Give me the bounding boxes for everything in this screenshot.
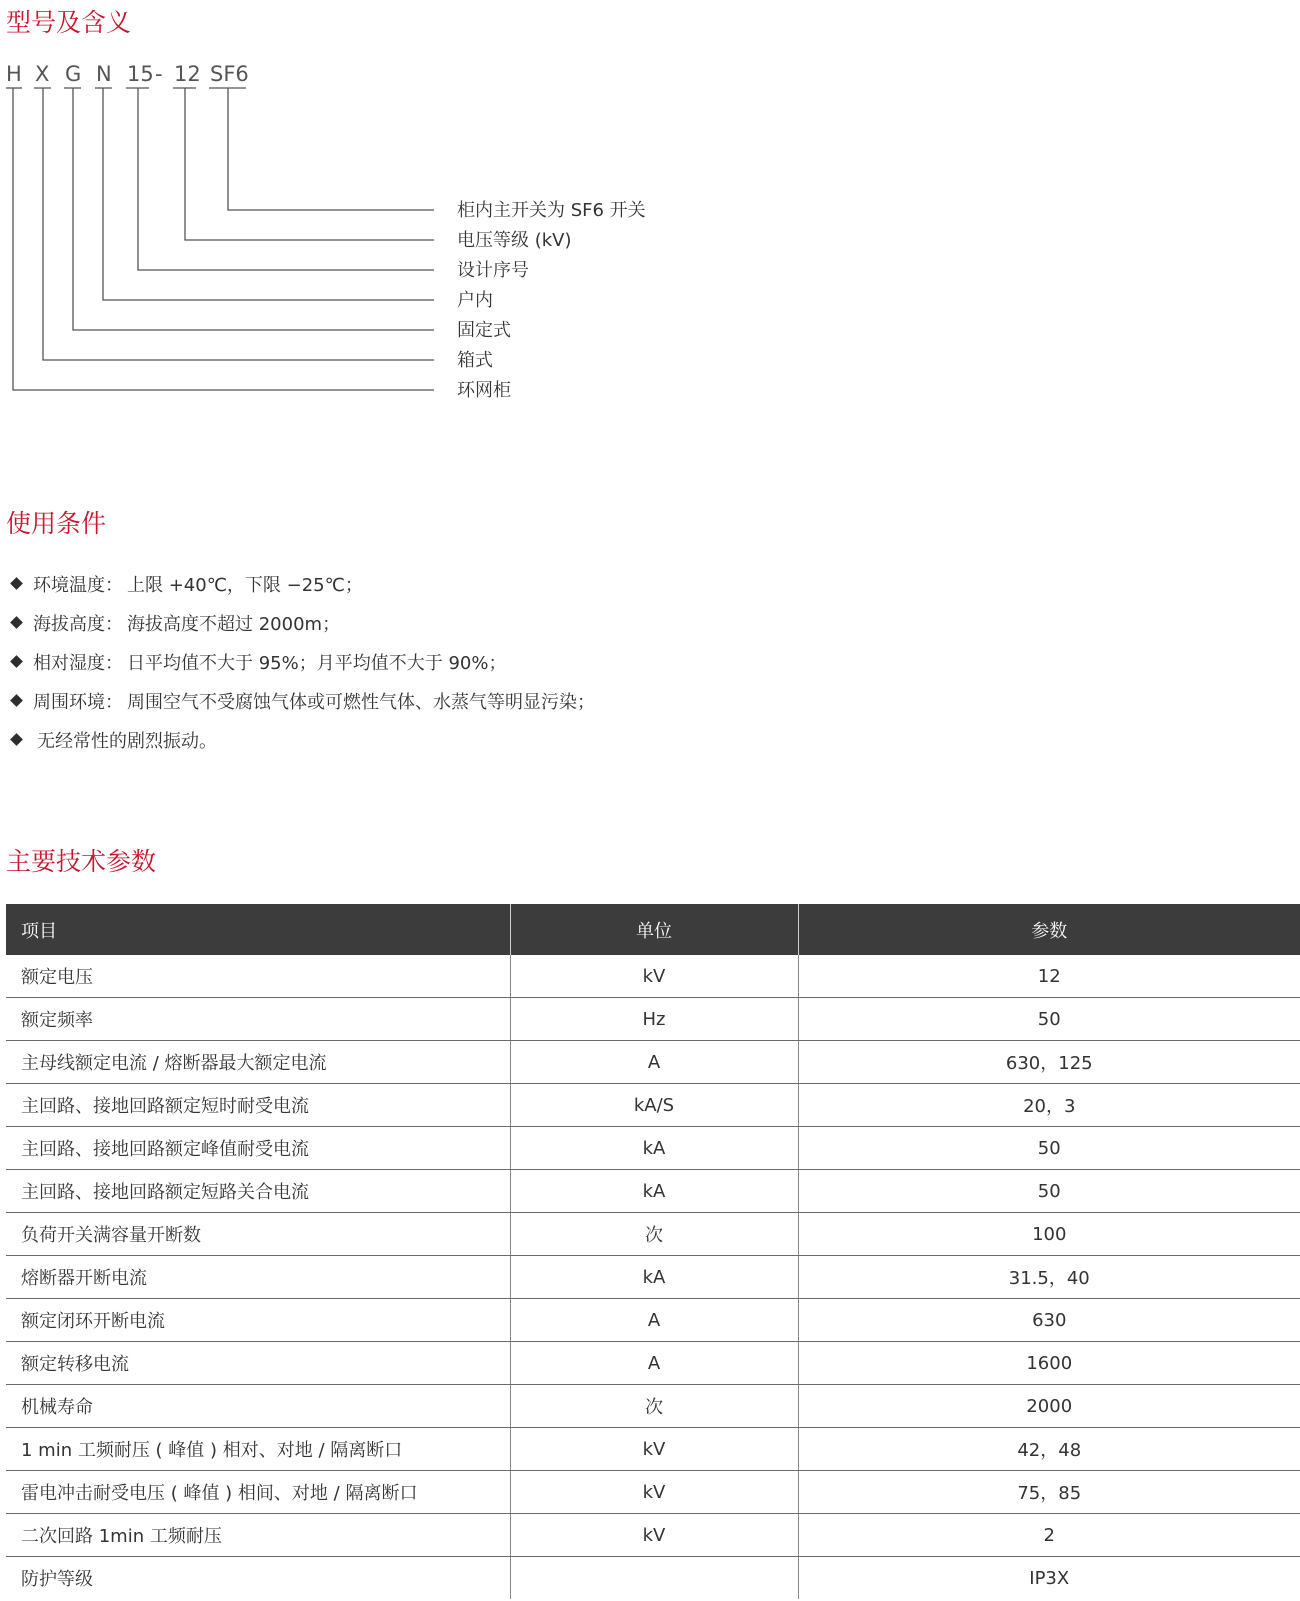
condition-label: 环境温度：: [33, 574, 123, 596]
cell-value: 50: [798, 998, 1300, 1041]
diamond-bullet-icon: [10, 694, 23, 707]
table-row: [6, 1170, 1300, 1213]
code-number-12: 12: [174, 62, 201, 86]
diamond-bullet-icon: [10, 616, 23, 629]
code-sf6: SF6: [210, 62, 249, 86]
cell-value: 42，48: [798, 1428, 1300, 1471]
meaning-design-serial: 设计序号: [457, 260, 529, 281]
meaning-sf6-switch: 柜内主开关为 SF6 开关: [457, 200, 646, 221]
cell-unit: Hz: [510, 998, 798, 1041]
table-row: [6, 1428, 1300, 1471]
condition-item: [8, 603, 595, 642]
cell-value: 75，85: [798, 1471, 1300, 1514]
meaning-voltage-level: 电压等级 (kV): [457, 230, 572, 251]
cell-item: 1 min 工频耐压 ( 峰值 ) 相对、对地 / 隔离断口: [6, 1428, 510, 1471]
table-row: [6, 1557, 1300, 1600]
cell-unit: kV: [510, 1471, 798, 1514]
params-table: [6, 904, 1300, 1599]
meaning-ring-main: 环网柜: [457, 380, 511, 401]
cell-value: 100: [798, 1213, 1300, 1256]
condition-text: 无经常性的剧烈振动。: [37, 730, 217, 752]
condition-text: 上限 +40℃，下限 −25℃；: [127, 574, 363, 596]
cell-value: 31.5，40: [798, 1256, 1300, 1299]
cell-unit: 次: [510, 1385, 798, 1428]
table-row: [6, 1213, 1300, 1256]
cell-item: 熔断器开断电流: [6, 1256, 510, 1299]
model-diagram-lines: [0, 0, 460, 400]
cell-item: 额定电压: [6, 955, 510, 998]
cell-unit: kA/S: [510, 1084, 798, 1127]
code-dash: -: [155, 62, 163, 86]
section-title-model: 型号及含义: [6, 8, 132, 37]
cell-item: 雷电冲击耐受电压 ( 峰值 ) 相间、对地 / 隔离断口: [6, 1471, 510, 1514]
cell-value: 2: [798, 1514, 1300, 1557]
cell-unit: kV: [510, 1428, 798, 1471]
code-letter-h: H: [6, 62, 22, 86]
cell-item: 额定转移电流: [6, 1342, 510, 1385]
cell-value: 20，3: [798, 1084, 1300, 1127]
cell-value: 630: [798, 1299, 1300, 1342]
cell-value: 12: [798, 955, 1300, 998]
condition-item: [8, 720, 595, 759]
table-row: [6, 1127, 1300, 1170]
cell-item: 额定频率: [6, 998, 510, 1041]
table-row: [6, 1385, 1300, 1428]
table-row: [6, 1256, 1300, 1299]
condition-label: 相对湿度：: [33, 652, 123, 674]
table-row: [6, 1342, 1300, 1385]
diamond-bullet-icon: [10, 655, 23, 668]
conditions-list: [8, 564, 595, 759]
cell-item: 主母线额定电流 / 熔断器最大额定电流: [6, 1041, 510, 1084]
diamond-bullet-icon: [10, 733, 23, 746]
cell-unit: kV: [510, 955, 798, 998]
header-value: 参数: [798, 904, 1300, 955]
cell-unit: A: [510, 1299, 798, 1342]
code-letter-g: G: [65, 62, 82, 86]
cell-unit: A: [510, 1342, 798, 1385]
cell-value: 630，125: [798, 1041, 1300, 1084]
cell-unit: kA: [510, 1170, 798, 1213]
code-letter-x: X: [35, 62, 50, 86]
cell-unit: [510, 1557, 798, 1600]
code-number-15: 15: [127, 62, 154, 86]
condition-text: 海拔高度不超过 2000m；: [127, 613, 341, 635]
meaning-box-type: 箱式: [457, 350, 493, 371]
header-item: 项目: [6, 904, 510, 955]
section-title-conditions: 使用条件: [6, 509, 107, 538]
cell-value: 50: [798, 1127, 1300, 1170]
condition-item: [8, 564, 595, 603]
table-row: [6, 1041, 1300, 1084]
cell-item: 防护等级: [6, 1557, 510, 1600]
cell-item: 机械寿命: [6, 1385, 510, 1428]
cell-item: 负荷开关满容量开断数: [6, 1213, 510, 1256]
cell-unit: kA: [510, 1256, 798, 1299]
table-row: [6, 1084, 1300, 1127]
table-header-row: [6, 904, 1300, 955]
cell-unit: kA: [510, 1127, 798, 1170]
cell-value: 1600: [798, 1342, 1300, 1385]
condition-text: 周围空气不受腐蚀气体或可燃性气体、水蒸气等明显污染；: [127, 691, 595, 713]
condition-label: 周围环境：: [33, 691, 123, 713]
meaning-fixed: 固定式: [457, 320, 511, 341]
condition-item: [8, 681, 595, 720]
cell-value: IP3X: [798, 1557, 1300, 1600]
cell-unit: kV: [510, 1514, 798, 1557]
meaning-indoor: 户内: [457, 290, 493, 311]
header-unit: 单位: [510, 904, 798, 955]
code-letter-n: N: [96, 62, 112, 86]
cell-item: 二次回路 1min 工频耐压: [6, 1514, 510, 1557]
condition-item: [8, 642, 595, 681]
cell-item: 主回路、接地回路额定短时耐受电流: [6, 1084, 510, 1127]
cell-item: 主回路、接地回路额定峰值耐受电流: [6, 1127, 510, 1170]
section-title-params: 主要技术参数: [6, 847, 157, 876]
table-row: [6, 1299, 1300, 1342]
condition-text: 日平均值不大于 95%；月平均值不大于 90%；: [127, 652, 507, 674]
cell-unit: 次: [510, 1213, 798, 1256]
cell-value: 50: [798, 1170, 1300, 1213]
diamond-bullet-icon: [10, 577, 23, 590]
cell-item: 主回路、接地回路额定短路关合电流: [6, 1170, 510, 1213]
cell-item: 额定闭环开断电流: [6, 1299, 510, 1342]
cell-unit: A: [510, 1041, 798, 1084]
table-row: [6, 955, 1300, 998]
cell-value: 2000: [798, 1385, 1300, 1428]
table-row: [6, 1471, 1300, 1514]
table-row: [6, 1514, 1300, 1557]
table-row: [6, 998, 1300, 1041]
condition-label: 海拔高度：: [33, 613, 123, 635]
